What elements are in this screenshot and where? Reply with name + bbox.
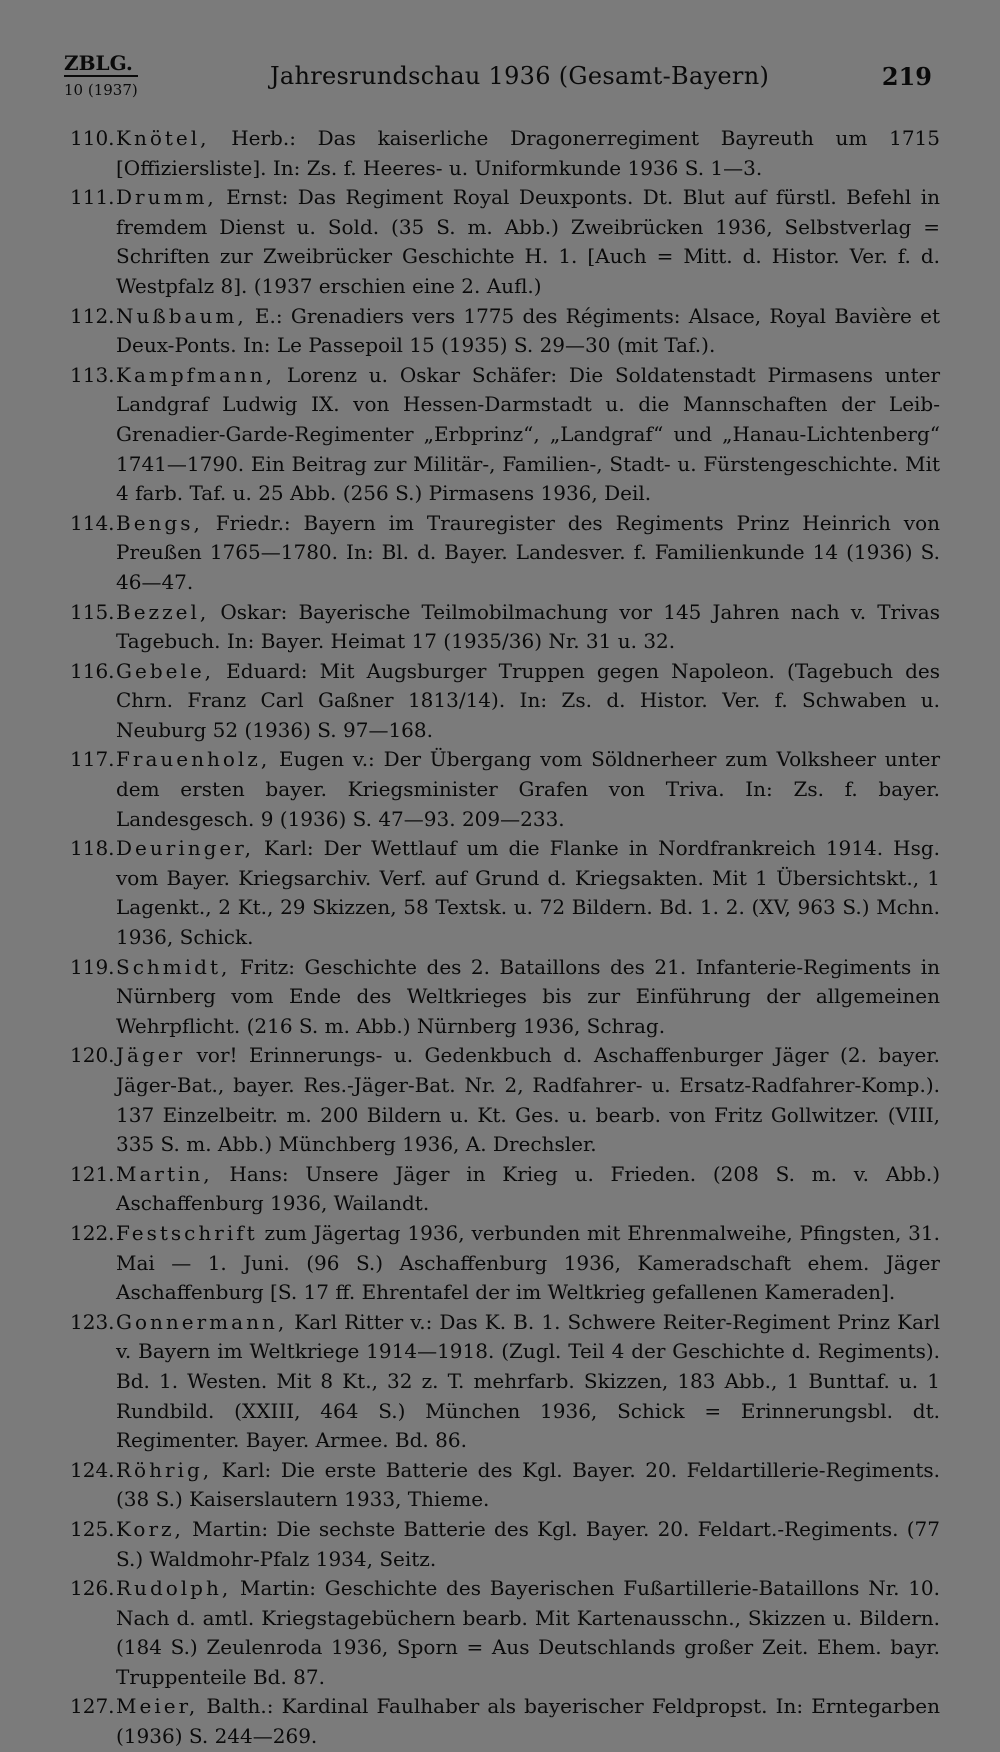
entry-text: Ernst: Das Regiment Royal Deuxponts. Dt. Blut auf fürstl. Befehl in fremdem Dienst u. Sold. (35 S. m. Abb.) Zweibrücken 1936, Selbstverlag = Schriften zur Zweibrücker Geschichte H. 1. [Auch = Mitt. d. Histor. Ver. f. d. Westpfalz 8]. (1937 erschien eine 2. Aufl.): [116, 185, 940, 298]
entry-author: Korz,: [116, 1516, 184, 1541]
entry-text: Balth.: Kardinal Faulhaber als bayerischer Feldpropst. In: Erntegarben (1936) S. 244—269.: [116, 1694, 940, 1749]
entry-number: 127.: [70, 1694, 115, 1719]
bibliography-entry: [70, 1308, 940, 1456]
page-number: 219: [881, 62, 932, 91]
entry-text: Martin: Die sechste Batterie des Kgl. Bayer. 20. Feldart.-Regiments. (77 S.) Waldmohr-Pfalz 1934, Seitz.: [116, 1516, 940, 1571]
entry-author: Meier,: [116, 1694, 199, 1719]
entry-text: Karl: Die erste Batterie des Kgl. Bayer. 20. Feldartillerie-Regiments. (38 S.) Kaiserslautern 1933, Thieme.: [116, 1457, 940, 1512]
entry-author: Gebele,: [116, 658, 215, 683]
bibliography-entry: [70, 598, 940, 657]
bibliography-entry: [70, 834, 940, 952]
bibliography-entry: [70, 1574, 940, 1692]
entry-number: 111.: [70, 185, 115, 210]
entry-text: Karl: Der Wettlauf um die Flanke in Nordfrankreich 1914. Hsg. vom Bayer. Kriegsarchiv. Verf. auf Grund d. Kriegsakten. Mit 1 Übersichtskt., 1 Lagenkt., 2 Kt., 29 Skizzen, 58 Textsk. u. 72 Bildern. Bd. 1. 2. (XV, 963 S.) Mchn. 1936, Schick.: [116, 836, 940, 950]
bibliography-entry: [70, 745, 940, 834]
entry-number: 118.: [70, 836, 115, 861]
entry-text: Karl Ritter v.: Das K. B. 1. Schwere Reiter-Regiment Prinz Karl v. Bayern im Weltkriege 1914—1918. (Zugl. Teil 4 der Geschichte d. Regiments). Bd. 1. Westen. Mit 8 Kt., 32 z. T. mehrfarb. Skizzen, 183 Abb., 1 Bunttaf. u. 1 Rundbild. (XXIII, 464 S.) München 1936, Schick = Erinnerungsbl. dt. Regimenter. Bayer. Armee. Bd. 86.: [116, 1309, 940, 1453]
bibliography-entry: [70, 302, 940, 361]
entry-text: vor! Erinnerungs- u. Gedenkbuch d. Aschaffenburger Jäger (2. bayer. Jäger-Bat., bayer. Res.-Jäger-Bat. Nr. 2, Radfahrer- u. Ersatz-Radfahrer-Komp.). 137 Einzelbeitr. m. 200 Bildern u. Kt. Ges. u. bearb. von Fritz Gollwitzer. (VIII, 335 S. m. Abb.) Münchberg 1936, A. Drechsler.: [116, 1043, 940, 1157]
entry-text: Lorenz u. Oskar Schäfer: Die Soldatenstadt Pirmasens unter Landgraf Ludwig IX. von Hessen-Darmstadt u. die Mannschaften der Leib-Grenadier-Garde-Regimenter „Erbprinz“, „Landgraf“ und „Hanau-Lichtenberg“ 1741—1790. Ein Beitrag zur Militär-, Familien-, Stadt- u. Fürstengeschichte. Mit 4 farb. Taf. u. 25 Abb. (256 S.) Pirmasens 1936, Deil.: [116, 362, 940, 506]
entry-number: 120.: [70, 1043, 115, 1068]
entry-text: zum Jägertag 1936, verbunden mit Ehrenmalweihe, Pfingsten, 31. Mai — 1. Juni. (96 S.) Aschaffenburg 1936, Kameradschaft ehem. Jäger Aschaffenburg [S. 17 ff. Ehrentafel der im Weltkrieg gefallenen Kameraden].: [116, 1220, 940, 1305]
bibliography-entry: [70, 953, 940, 1042]
entry-author: Bezzel,: [116, 599, 210, 624]
entry-author: Festschrift: [116, 1220, 258, 1245]
entry-number: 119.: [70, 954, 115, 979]
entry-number: 113.: [70, 362, 115, 387]
bibliography-entry: [70, 657, 940, 746]
entry-number: 122.: [70, 1220, 115, 1245]
entry-author: Frauenholz,: [116, 747, 271, 772]
journal-abbreviation: ZBLG.: [64, 52, 138, 77]
entry-text: Martin: Geschichte des Bayerischen Fußartillerie-Bataillons Nr. 10. Nach d. amtl. Kriegstagebüchern bearb. Mit Kartenausschn., Skizzen u. Bildern. (184 S.) Zeulenroda 1936, Sporn = Aus Deutschlands großer Zeit. Ehem. bayr. Truppenteile Bd. 87.: [116, 1576, 940, 1689]
entry-author: Schmidt,: [116, 954, 231, 979]
entry-number: 123.: [70, 1309, 115, 1334]
entry-number: 124.: [70, 1457, 115, 1482]
entry-text: E.: Grenadiers vers 1775 des Régiments: Alsace, Royal Bavière et Deux-Ponts. In: Le Passepoil 15 (1935) S. 29—30 (mit Taf.).: [116, 303, 940, 358]
entry-number: 112.: [70, 303, 115, 328]
bibliography-entry: [70, 1515, 940, 1574]
running-title: Jahresrundschau 1936 (Gesamt-Bayern): [270, 62, 770, 90]
bibliography-entry: [70, 1456, 940, 1515]
entry-text: Friedr.: Bayern im Trauregister des Regiments Prinz Heinrich von Preußen 1765—1780. In: Bl. d. Bayer. Landesver. f. Familienkunde 14 (1936) S. 46—47.: [116, 510, 940, 594]
entry-author: Deuringer,: [116, 836, 254, 861]
entry-number: 115.: [70, 599, 115, 624]
bibliography-entry: [70, 361, 940, 509]
entry-text: Oskar: Bayerische Teilmobilmachung vor 145 Jahren nach v. Trivas Tagebuch. In: Bayer. Heimat 17 (1935/36) Nr. 31 u. 32.: [116, 599, 940, 654]
entry-author: Kampfmann,: [116, 362, 276, 387]
entry-author: Bengs,: [116, 510, 203, 535]
entry-author: Martin,: [116, 1161, 213, 1186]
entry-author: Drumm,: [116, 185, 217, 210]
journal-volume: 10 (1937): [64, 81, 138, 99]
bibliography-entry: [70, 1692, 940, 1751]
entry-author: Rudolph,: [116, 1576, 232, 1601]
entry-number: 126.: [70, 1576, 115, 1601]
entry-number: 116.: [70, 658, 115, 683]
bibliography-entry: [70, 124, 940, 183]
bibliography-entry: [70, 1160, 940, 1219]
entry-text: Hans: Unsere Jäger in Krieg u. Frieden. (208 S. m. v. Abb.) Aschaffenburg 1936, Wailandt.: [116, 1161, 940, 1216]
bibliography-list: [70, 124, 940, 1752]
entry-number: 117.: [70, 747, 115, 772]
entry-number: 125.: [70, 1516, 115, 1541]
page-header: [60, 52, 940, 108]
entry-author: Knötel,: [116, 126, 210, 150]
bibliography-entry: [70, 509, 940, 598]
entry-number: 114.: [70, 510, 115, 535]
bibliography-entry: [70, 183, 940, 301]
entry-text: Fritz: Geschichte des 2. Bataillons des 21. Infanterie-Regiments in Nürnberg vom Ende des Weltkrieges bis zur Einführung der allgemeinen Wehrpflicht. (216 S. m. Abb.) Nürnberg 1936, Schrag.: [116, 954, 940, 1038]
journal-reference: [64, 52, 138, 101]
entry-author: Nußbaum,: [116, 303, 247, 328]
entry-text: Eugen v.: Der Übergang vom Söldnerheer zum Volksheer unter dem ersten bayer. Kriegsminister Grafen von Triva. In: Zs. f. bayer. Landesgesch. 9 (1936) S. 47—93. 209—233.: [116, 747, 940, 831]
bibliography-entry: [70, 1041, 940, 1159]
entry-author: Röhrig,: [116, 1457, 213, 1482]
entry-number: 121.: [70, 1161, 115, 1186]
entry-author: Jäger: [116, 1043, 186, 1068]
entry-text: Herb.: Das kaiserliche Dragonerregiment Bayreuth um 1715 [Offiziersliste]. In: Zs. f. Heeres- u. Uniformkunde 1936 S. 1—3.: [116, 126, 940, 180]
entry-text: Eduard: Mit Augsburger Truppen gegen Napoleon. (Tagebuch des Chrn. Franz Carl Gaßner 1813/14). In: Zs. d. Histor. Ver. f. Schwaben u. Neuburg 52 (1936) S. 97—168.: [116, 658, 940, 742]
entry-number: 110.: [70, 126, 115, 150]
entry-author: Gonnermann,: [116, 1309, 288, 1334]
bibliography-entry: [70, 1219, 940, 1308]
